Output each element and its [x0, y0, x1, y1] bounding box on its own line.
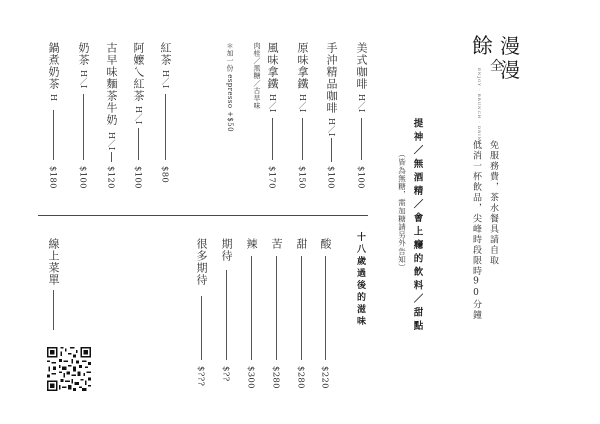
section-divider — [38, 215, 368, 216]
leader-line — [138, 128, 139, 160]
leader-line — [331, 138, 332, 162]
adult-section-title: 十八歲過後的滋味 — [355, 232, 365, 328]
item-name: 阿嬤乀紅茶 — [132, 42, 145, 102]
item-size: H／I — [327, 118, 336, 137]
item-price: $120 — [105, 166, 116, 189]
item-name: 酸 — [319, 238, 332, 250]
item-price: $280 — [270, 366, 281, 389]
leader-line — [272, 118, 273, 160]
no-sugar-note: （皆為無糖，需加糖請另外告知） — [397, 150, 407, 272]
leader-line — [83, 94, 84, 160]
leader-line — [302, 118, 303, 160]
item-name: 美式咖啡 — [355, 42, 368, 90]
item-price: $?? — [220, 366, 231, 382]
service-note: 免服務費，茶水餐具請自取 — [488, 140, 498, 266]
leader-line — [53, 290, 54, 330]
leader-line — [226, 270, 227, 360]
item-name: 奶茶 — [77, 42, 90, 66]
item-name: 紅茶 — [159, 42, 172, 66]
online-menu-label: 線上菜單 — [47, 238, 60, 286]
item-price: $180 — [47, 166, 58, 189]
logo-char: 漫 — [500, 58, 520, 82]
item-price: $100 — [77, 166, 88, 189]
item-size: H／I — [134, 106, 143, 125]
logo-tagline: ENJOY · BRUNCH · DRINK — [477, 68, 482, 146]
item-name: 期待 — [220, 238, 233, 262]
item-size: H／I — [357, 94, 366, 113]
drinks-section-title: 提神／無酒精／會上癮的飲料／甜點 — [411, 118, 423, 334]
item-size: H／I — [107, 132, 116, 151]
item-price: $220 — [319, 366, 330, 389]
leader-line — [301, 256, 302, 360]
item-name: 風味拿鐵 — [266, 42, 279, 90]
logo-char: 餘 — [472, 34, 493, 58]
leader-line — [276, 256, 277, 360]
leader-line — [165, 94, 166, 160]
item-size: H／I — [298, 94, 307, 113]
item-name: 苦 — [270, 238, 283, 250]
item-price: $150 — [296, 166, 307, 189]
item-price: $300 — [245, 366, 256, 389]
minimum-order-note: 低消一杯飲品，尖峰時段限時90分鐘 — [471, 140, 481, 321]
item-size: H／I — [268, 94, 277, 113]
item-name: 手沖精品咖啡 — [325, 42, 338, 114]
item-name: 鍋煮奶茶 — [47, 42, 60, 90]
leader-line — [361, 118, 362, 160]
item-price: $170 — [266, 166, 277, 189]
leader-line — [53, 110, 54, 160]
item-name: 古早味麵茶牛奶 — [105, 42, 118, 126]
leader-line — [201, 296, 202, 360]
leader-line — [325, 256, 326, 360]
item-price: $280 — [295, 366, 306, 389]
item-price: $100 — [132, 166, 143, 189]
item-name: 甜 — [295, 238, 308, 250]
item-size: H — [49, 94, 58, 101]
leader-line — [111, 152, 112, 162]
leader-line — [251, 256, 252, 360]
item-price: $100 — [355, 166, 366, 189]
logo-char: 全 — [490, 59, 504, 74]
item-size: H／I — [79, 70, 88, 89]
item-name: 原味拿鐵 — [296, 42, 309, 90]
item-name: 辣 — [245, 238, 258, 250]
item-size: H／I — [161, 70, 170, 89]
item-price: $80 — [159, 166, 170, 184]
espresso-addon-note: ＊加一份 espresso +$50 — [226, 42, 234, 132]
item-name: 很多期待 — [195, 238, 208, 286]
item-price: $100 — [325, 166, 336, 189]
flavor-options: 肉桂／黑糖／古早味 — [253, 42, 261, 110]
qr-code[interactable] — [47, 347, 91, 391]
logo-char: 漫 — [500, 34, 520, 58]
item-price: $??? — [195, 366, 206, 387]
